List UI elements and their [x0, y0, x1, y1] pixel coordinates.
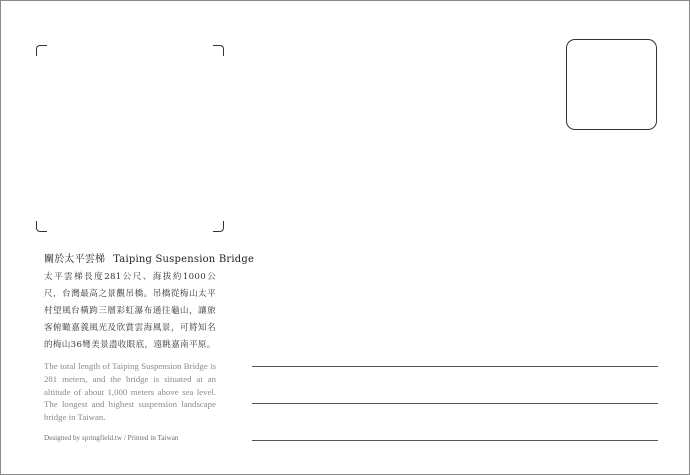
description-english: The total length of Taiping Suspension Bridge is 281 meters, and the bridge is situated at an altitude of about 1,000 meters above sea level. The longest and highest suspension landscape bridge in Taiwan. [44, 361, 216, 423]
title-english: Taiping Suspension Bridge [113, 254, 255, 265]
address-line-1 [252, 366, 658, 367]
description-chinese: 太平雲梯長度281公尺、海拔約1000公尺，台灣最高之景觀吊橋。吊橋從梅山太平村望風台橫跨三層彩虹瀑布通往龜山，讓旅客俯瞰嘉義風光及欣賞雲海風景，可將知名的梅山36彎美景盡收眼底，遠眺嘉南平原。 [44, 272, 216, 350]
credit-line: Designed by springfield.tw / Printed in Taiwan [44, 434, 179, 442]
address-line-2 [252, 403, 658, 404]
postcard-title [44, 250, 254, 265]
stamp-box [566, 39, 657, 130]
photo-frame-corner-top-left [36, 45, 47, 56]
address-line-3 [252, 440, 658, 441]
photo-frame-corner-top-right [213, 45, 224, 56]
photo-frame-corner-bottom-right [213, 221, 224, 232]
photo-frame-corner-bottom-left [36, 221, 47, 232]
title-chinese: 關於太平雲梯 [44, 254, 106, 265]
